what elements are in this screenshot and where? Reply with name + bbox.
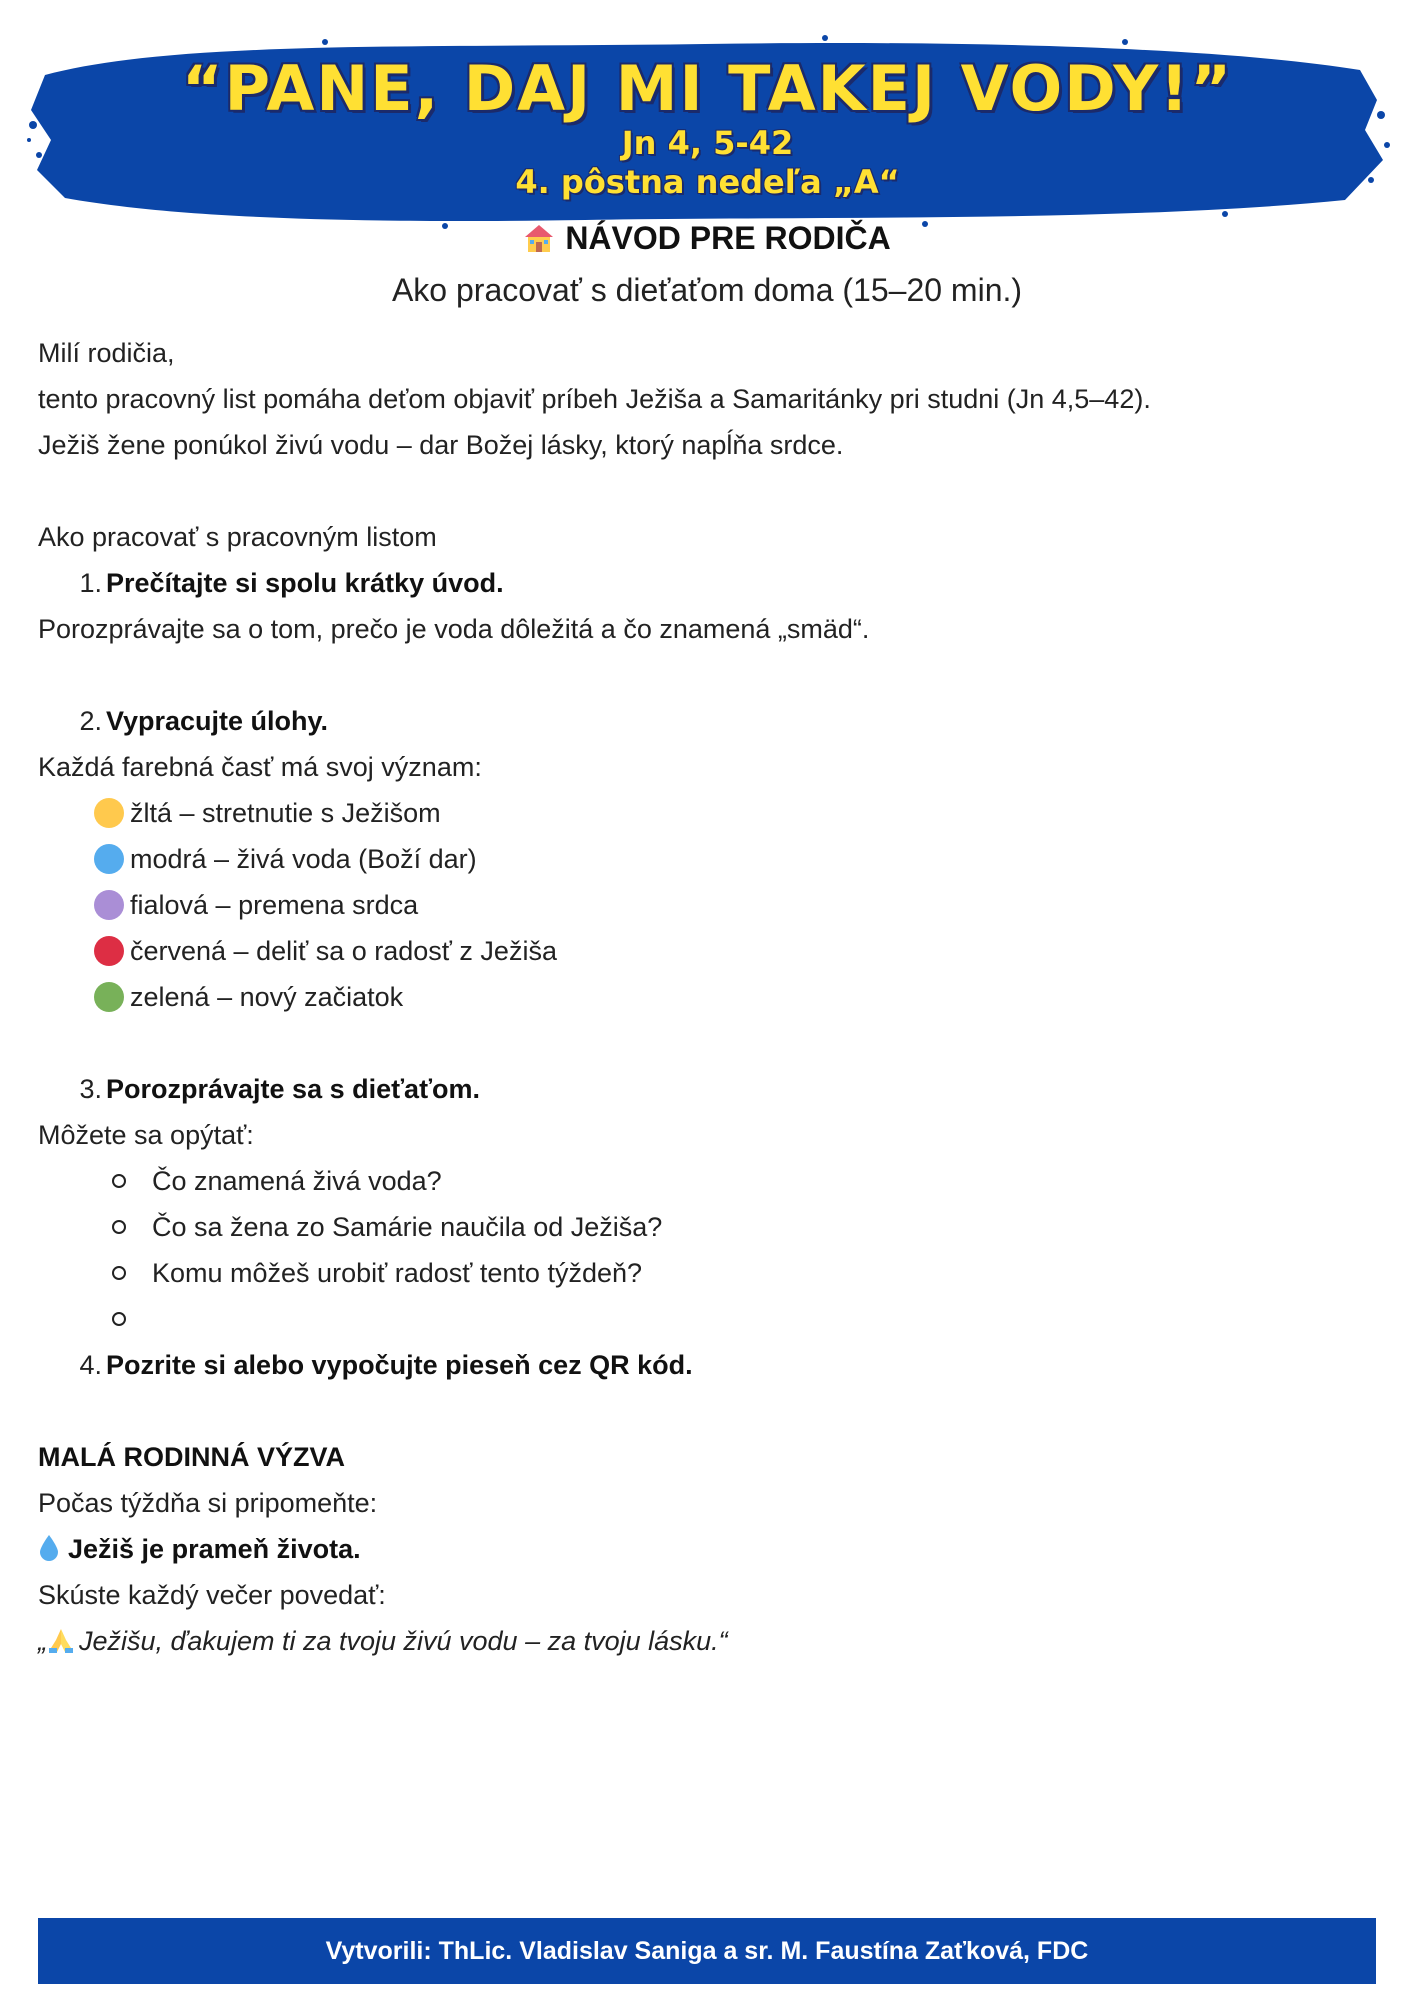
step-label: Pozrite si alebo vypočujte pieseň cez QR kód. bbox=[106, 1350, 693, 1380]
purple-circle-icon bbox=[94, 890, 124, 920]
step-label: Vypracujte úlohy. bbox=[106, 706, 329, 736]
question-item bbox=[38, 1296, 1368, 1342]
color-legend-item bbox=[38, 928, 1368, 974]
praying-hands-icon bbox=[47, 1622, 75, 1668]
yellow-circle-icon bbox=[94, 798, 124, 828]
green-circle-icon bbox=[94, 982, 124, 1012]
bullet-circle-icon bbox=[112, 1220, 126, 1234]
prayer-open-quote: „ bbox=[38, 1626, 47, 1656]
intro-line-1: tento pracovný list pomáha deťom objaviť príbeh Ježiša a Samaritánky pri studni (Jn 4,5–42). bbox=[38, 384, 1151, 414]
step-3 bbox=[38, 1066, 1368, 1112]
prayer-line bbox=[38, 1618, 1368, 1664]
footer-authors-bar: Vytvorili: ThLic. Vladislav Saniga a sr. M. Faustína Zaťková, FDC bbox=[38, 1918, 1376, 1984]
color-legend-item bbox=[38, 836, 1368, 882]
color-legend-text: modrá – živá voda (Boží dar) bbox=[130, 844, 477, 874]
color-legend-text: červená – deliť sa o radosť z Ježiša bbox=[130, 936, 557, 966]
step-number: 2. bbox=[79, 706, 102, 736]
question-text: Čo sa žena zo Samárie naučila od Ježiša? bbox=[152, 1212, 663, 1242]
greeting: Milí rodičia, bbox=[38, 338, 175, 368]
droplet-icon bbox=[38, 1530, 60, 1576]
color-legend-item bbox=[38, 790, 1368, 836]
step-1 bbox=[38, 560, 1368, 606]
instructions-body bbox=[38, 330, 1368, 1664]
howto-title: Ako pracovať s pracovným listom bbox=[38, 522, 437, 552]
banner-sunday: 4. pôstna nedeľa „A“ bbox=[515, 163, 900, 201]
step-label: Porozprávajte sa s dieťaťom. bbox=[106, 1074, 481, 1104]
red-circle-icon bbox=[94, 936, 124, 966]
challenge-title: MALÁ RODINNÁ VÝZVA bbox=[38, 1442, 345, 1472]
step-4 bbox=[38, 1342, 1368, 1388]
step-2 bbox=[38, 698, 1368, 744]
color-legend-item bbox=[38, 882, 1368, 928]
step-number: 3. bbox=[79, 1074, 102, 1104]
color-legend-item bbox=[38, 974, 1368, 1020]
challenge-line-2: Skúste každý večer povedať: bbox=[38, 1580, 386, 1610]
challenge-line-1: Počas týždňa si pripomeňte: bbox=[38, 1488, 378, 1518]
blue-circle-icon bbox=[94, 844, 124, 874]
step-label: Prečítajte si spolu krátky úvod. bbox=[106, 568, 504, 598]
page-title-text: NÁVOD PRE RODIČA bbox=[565, 220, 891, 256]
challenge-emphasis-text: Ježiš je prameň života. bbox=[68, 1534, 361, 1564]
banner-title: “PANE, DAJ MI TAKEJ VODY!” bbox=[181, 52, 1234, 125]
color-legend-text: fialová – premena srdca bbox=[130, 890, 419, 920]
color-legend-text: zelená – nový začiatok bbox=[130, 982, 404, 1012]
question-item bbox=[38, 1204, 1368, 1250]
question-text: Komu môžeš urobiť radosť tento týždeň? bbox=[152, 1258, 643, 1288]
step-1-description: Porozprávajte sa o tom, prečo je voda dôležitá a čo znamená „smäd“. bbox=[38, 614, 870, 644]
bullet-circle-icon bbox=[112, 1266, 126, 1280]
house-icon bbox=[523, 223, 555, 261]
question-text: Čo znamená živá voda? bbox=[152, 1166, 442, 1196]
intro-line-2: Ježiš žene ponúkol živú vodu – dar Božej lásky, ktorý napĺňa srdce. bbox=[38, 430, 844, 460]
bullet-circle-icon bbox=[112, 1174, 126, 1188]
step-number: 4. bbox=[79, 1350, 102, 1380]
step-3-description: Môžete sa opýtať: bbox=[38, 1120, 254, 1150]
question-item bbox=[38, 1158, 1368, 1204]
question-item bbox=[38, 1250, 1368, 1296]
header-banner bbox=[25, 30, 1390, 230]
prayer-text: Ježišu, ďakujem ti za tvoju živú vodu – za tvoju lásku.“ bbox=[79, 1626, 728, 1656]
bullet-circle-icon bbox=[112, 1312, 126, 1326]
color-legend-text: žltá – stretnutie s Ježišom bbox=[130, 798, 441, 828]
challenge-emphasis bbox=[38, 1526, 1368, 1572]
step-2-description: Každá farebná časť má svoj význam: bbox=[38, 752, 482, 782]
page-subtitle: Ako pracovať s dieťaťom doma (15–20 min.) bbox=[391, 272, 1023, 308]
step-number: 1. bbox=[79, 568, 102, 598]
banner-scripture-reference: Jn 4, 5-42 bbox=[621, 124, 794, 162]
page-title bbox=[0, 220, 1414, 261]
